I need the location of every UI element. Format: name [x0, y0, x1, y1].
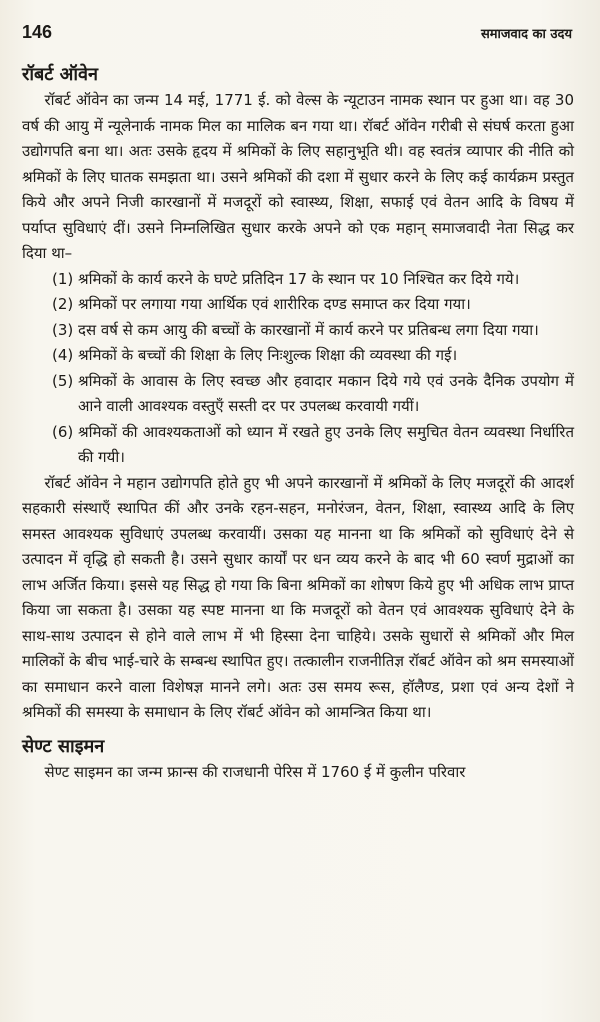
list-item: [22, 292, 574, 318]
paragraph-conclusion: रॉबर्ट ऑवेन ने महान उद्योगपति होते हुए भी अपने कारखानों में श्रमिकों के लिए मजदूरों की आदर्श सहकारी संस्थाएँ स्थापित कीं और उनके रहन-सहन, मनोरंजन, वेतन, शिक्षा, स्वास्थ्य आदि के लिए समस्त आवश्यक सुविधाएं उपलब्ध करवायीं। उसका यह मानना था कि श्रमिकों को सुविधाएं देने से उत्पादन में वृद्धि हो सकती है। उसने सुधार कार्यों पर धन व्यय करने के बाद भी 60 स्वर्ण मुद्राओं का लाभ अर्जित किया। इससे यह सिद्ध हो गया कि बिना श्रमिकों का शोषण किये हुए भी अधिक लाभ प्राप्त किया जा सकता है। उसका यह स्पष्ट मानना था कि मजदूरों को वेतन एवं आवश्यक सुविधाएं देने के साथ-साथ उत्पादन से होने वाले लाभ में भी हिस्सा देना चाहिये। उसके सुधारों से श्रमिकों और मिल मालिकों के बीच भाई-चारे के सम्बन्ध स्थापित हुए। तत्कालीन राजनीतिज्ञ रॉबर्ट ऑवेन को श्रम समस्याओं का समाधान करने वाला विशेषज्ञ मानने लगे। अतः उस समय रूस, हॉलैण्ड, प्रशा एवं अन्य देशों ने श्रमिकों की समस्या के समाधान के लिए रॉबर्ट ऑवेन को आमन्त्रित किया था।: [22, 473, 574, 721]
section-heading-saint-simon: सेण्ट साइमन: [22, 735, 105, 757]
list-item-text: श्रमिकों की आवश्यकताओं को ध्यान में रखते हुए उनके लिए समुचित वेतन व्यवस्था निर्धारित की गयी।: [78, 422, 574, 466]
list-item-number: (3): [52, 320, 74, 339]
section-saint-simon: [22, 734, 574, 786]
list-item: [22, 318, 574, 344]
reforms-list: [22, 267, 574, 471]
list-item-number: (1): [52, 269, 74, 288]
list-item-text: श्रमिकों पर लगाया गया आर्थिक एवं शारीरिक दण्ड समाप्त कर दिया गया।: [78, 295, 471, 313]
list-item-number: (5): [52, 371, 74, 390]
page-number: 146: [22, 22, 53, 42]
list-item-text: श्रमिकों के आवास के लिए स्वच्छ और हवादार मकान दिये गये एवं उनके दैनिक उपयोग में आने वाली आवश्यक वस्तुएँ सस्ती दर पर उपलब्ध करवायी गयीं।: [78, 371, 574, 415]
list-item-number: (6): [52, 422, 74, 441]
running-title: समाजवाद का उदय: [480, 27, 572, 42]
paragraph-intro: रॉबर्ट ऑवेन का जन्म 14 मई, 1771 ई. को वेल्स के न्यूटाउन नामक स्थान पर हुआ था। वह 30 वर्ष की आयु में न्यूलेनार्क नामक मिल का मालिक बन गया था। रॉबर्ट ऑवेन गरीबी से संघर्ष करता हुआ उद्योगपति बना था। अतः उसके हृदय में श्रमिकों के लिए सहानुभूति थी। वह स्वतंत्र व्यापार की नीति को श्रमिकों के लिए घातक समझता था। उसने श्रमिकों की दशा में सुधार करने के लिए कई कार्यक्रम प्रस्तुत किये और अपने निजी कारखानों में मजदूरों को स्वास्थ्य, शिक्षा, सफाई एवं वेतन आदि के विषय में पर्याप्त सुविधाएं दीं। उसने निम्नलिखित सुधार करके अपने को एक महान् समाजवादी नेता सिद्ध कर दिया था–: [22, 91, 574, 262]
list-item: [22, 343, 574, 369]
paragraph-saint-simon-intro: सेण्ट साइमन का जन्म फ्रान्स की राजधानी पेरिस में 1760 ई में कुलीन परिवार: [44, 762, 466, 781]
list-item-number: (2): [52, 295, 74, 313]
list-item-text: श्रमिकों के बच्चों की शिक्षा के लिए निःशुल्क शिक्षा की व्यवस्था की गई।: [78, 346, 458, 364]
page-content: [22, 62, 574, 785]
list-item: [22, 267, 574, 293]
list-item: [22, 420, 574, 471]
list-item: [22, 369, 574, 420]
list-item-text: दस वर्ष से कम आयु की बच्चों के कारखानों में कार्य करने पर प्रतिबन्ध लगा दिया गया।: [78, 320, 539, 339]
list-item-number: (4): [52, 346, 74, 364]
list-item-text: श्रमिकों के कार्य करने के घण्टे प्रतिदिन 17 के स्थान पर 10 निश्चित कर दिये गये।: [78, 269, 520, 288]
section-heading-robert-owen: रॉबर्ट ऑवेन: [22, 64, 99, 85]
running-header: [22, 20, 572, 42]
